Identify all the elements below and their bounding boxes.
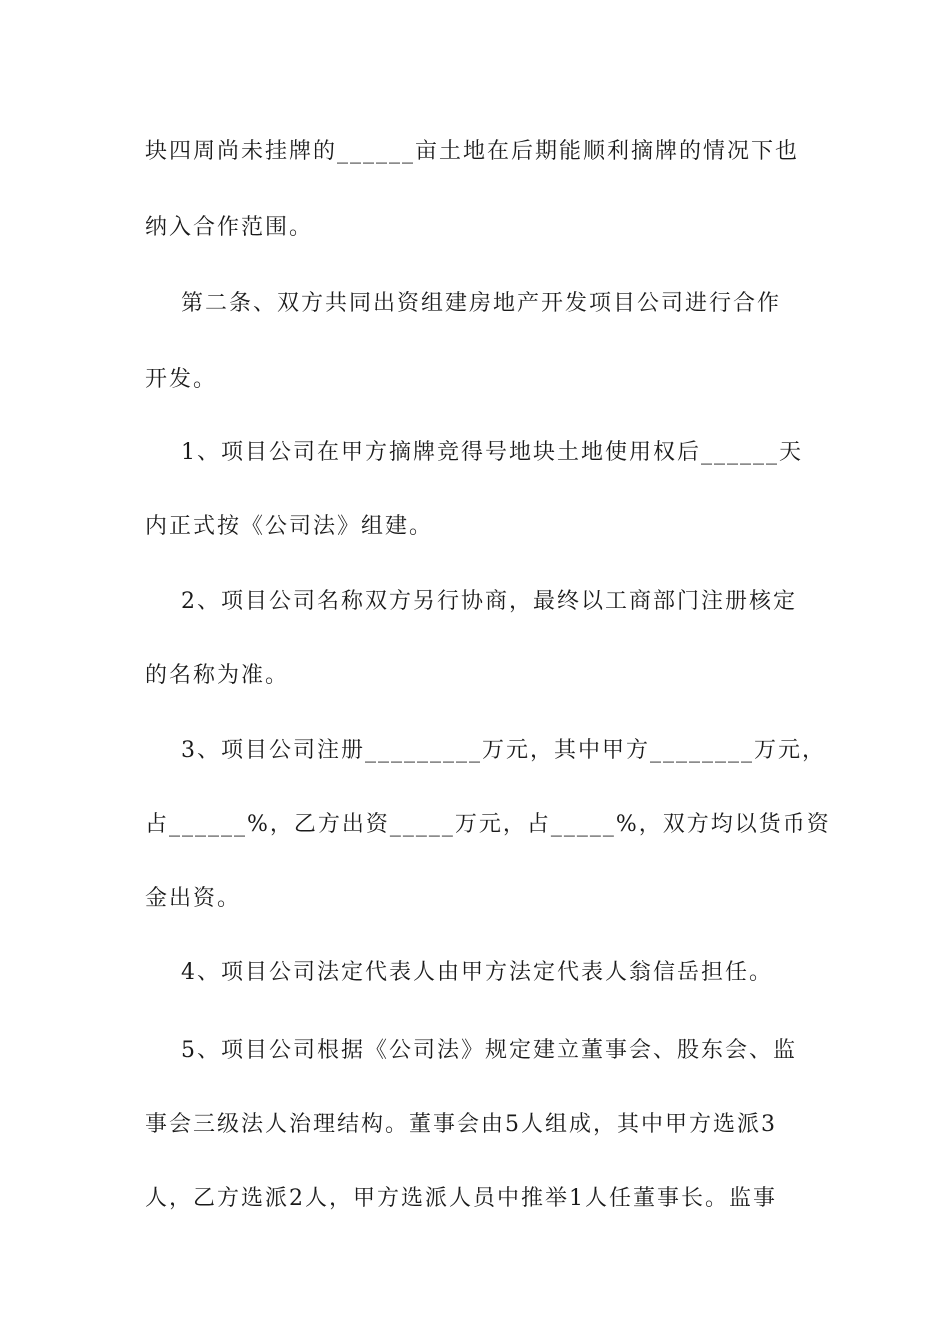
text-line: 事会三级法人治理结构。董事会由5人组成，其中甲方选派3 — [145, 1112, 777, 1137]
text-line: 内正式按《公司法》组建。 — [145, 514, 434, 539]
text-line: 人，乙方选派2人，甲方选派人员中推举1人任董事长。监事 — [145, 1186, 777, 1211]
text-line: 的名称为准。 — [145, 663, 290, 688]
text-line: 第二条、双方共同出资组建房地产开发项目公司进行合作 — [145, 291, 781, 316]
text-line: 块四周尚未挂牌的______亩土地在后期能顺利摘牌的情况下也 — [145, 139, 800, 164]
text-line: 开发。 — [145, 367, 218, 392]
text-line: 纳入合作范围。 — [145, 215, 314, 240]
text-line: 3、项目公司注册_________万元，其中甲方________万元， — [145, 738, 826, 763]
text-line: 5、项目公司根据《公司法》规定建立董事会、股东会、监 — [145, 1038, 797, 1063]
text-line: 4、项目公司法定代表人由甲方法定代表人翁信岳担任。 — [145, 960, 773, 985]
text-line: 金出资。 — [145, 886, 242, 911]
text-line: 占______%，乙方出资_____万元，占_____%，双方均以货币资 — [145, 812, 831, 837]
text-line: 2、项目公司名称双方另行协商，最终以工商部门注册核定 — [145, 589, 797, 614]
text-line: 1、项目公司在甲方摘牌竞得号地块土地使用权后______天 — [145, 440, 803, 465]
